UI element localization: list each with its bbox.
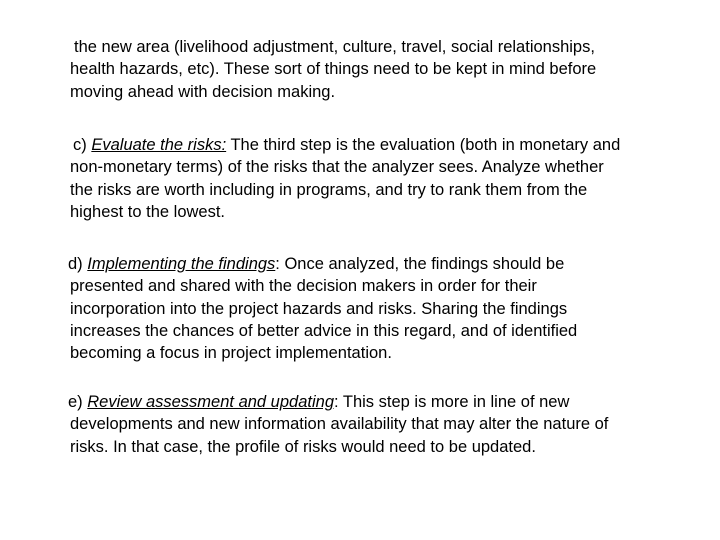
text-line: moving ahead with decision making.: [70, 82, 336, 101]
step-c-line1-rest: The third step is the evaluation (both in monetary and: [226, 136, 621, 154]
text-line: highest to the lowest.: [70, 202, 226, 221]
step-c-first-line: [73, 134, 690, 156]
step-e-prefix: e): [68, 393, 88, 411]
text-line: the new area (livelihood adjustment, culture, travel, social relationships,: [74, 38, 595, 56]
text-line: presented and shared with the decision makers in order for their: [70, 277, 537, 296]
step-d-heading: Implementing the findings: [87, 255, 276, 273]
step-d-first-line: [68, 253, 688, 275]
text-line: developments and new information availability that may alter the nature of: [70, 415, 609, 434]
step-d-paragraph: [68, 253, 688, 364]
step-e-first-line: [68, 391, 688, 413]
text-line: increases the chances of better advice in this regard, and of identified: [70, 321, 578, 340]
text-line: non-monetary terms) of the risks that the analyzer sees. Analyze whether: [70, 158, 604, 177]
text-line: incorporation into the project hazards and risks. Sharing the findings: [70, 299, 568, 318]
text-line: health hazards, etc). These sort of things need to be kept in mind before: [70, 60, 597, 79]
text-line: becoming a focus in project implementation.: [70, 344, 392, 363]
step-c-prefix: c): [73, 136, 92, 154]
text-line: the risks are worth including in programs, and try to rank them from the: [70, 180, 588, 199]
step-e-heading: Review assessment and updating: [87, 393, 334, 411]
step-c-paragraph: [70, 134, 690, 223]
step-c-heading: Evaluate the risks:: [91, 136, 227, 154]
step-d-line1-rest: : Once analyzed, the findings should be: [275, 255, 565, 273]
step-e-paragraph: [68, 391, 688, 458]
paragraph-continuation: [70, 36, 690, 103]
step-e-line1-rest: : This step is more in line of new: [334, 393, 570, 411]
step-d-prefix: d): [68, 255, 88, 273]
text-line: risks. In that case, the profile of risks would need to be updated.: [70, 437, 536, 456]
